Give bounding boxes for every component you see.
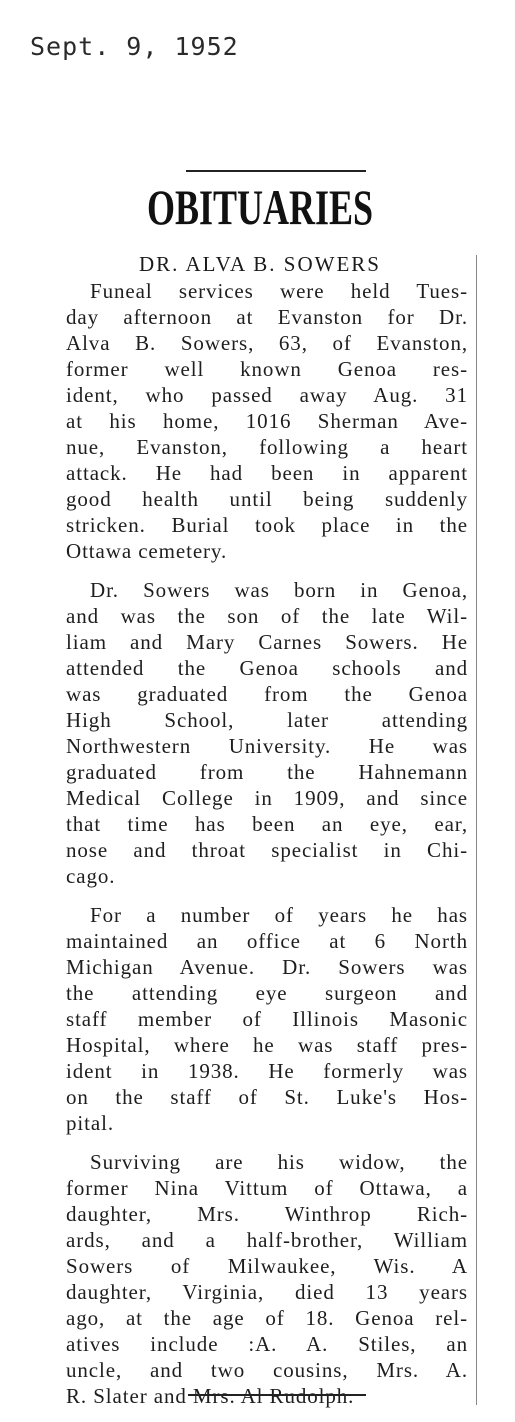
text-line: former well known Genoa res- [66,357,468,381]
text-line: Alva B. Sowers, 63, of Evanston, [66,331,468,355]
text-line: ards, and a half-brother, William [66,1228,468,1252]
text-line: For a number of years he has [90,903,468,927]
paragraph-2 [66,577,468,889]
text-line: cago. [66,864,116,888]
text-line: liam and Mary Carnes Sowers. He [66,630,468,654]
text-line: nue, Evanston, following a heart [66,435,468,459]
text-line: nose and throat specialist in Chi- [66,838,468,862]
text-line: Sowers of Milwaukee, Wis. A [66,1254,468,1278]
text-line: atives include :A. A. Stiles, an [66,1332,468,1356]
text-line: Ottawa cemetery. [66,539,228,563]
obituaries-headline: OBITUARIES [146,179,374,235]
text-line: staff member of Illinois Masonic [66,1007,468,1031]
text-line: on the staff of St. Luke's Hos- [66,1085,468,1109]
obituary-name-heading: DR. ALVA B. SOWERS [139,252,381,276]
text-line: daughter, Mrs. Winthrop Rich- [66,1202,468,1226]
text-line: uncle, and two cousins, Mrs. A. [66,1358,468,1382]
text-line: R. Slater and Mrs. Al Rudolph. [66,1384,355,1408]
text-line: good health until being suddenly [66,487,468,511]
text-line: Dr. Sowers was born in Genoa, [90,578,468,602]
text-line: Michigan Avenue. Dr. Sowers was [66,955,468,979]
text-line: attended the Genoa schools and [66,656,468,680]
text-line: Northwestern University. He was [66,734,468,758]
text-line: attack. He had been in apparent [66,461,468,485]
text-line: Surviving are his widow, the [90,1150,468,1174]
text-line: that time has been an eye, ear, [66,812,468,836]
text-line: day afternoon at Evanston for Dr. [66,305,468,329]
text-line: Hospital, where he was staff pres- [66,1033,468,1057]
text-line: former Nina Vittum of Ottawa, a [66,1176,468,1200]
text-line: ident, who passed away Aug. 31 [66,383,468,407]
text-line: pital. [66,1111,114,1135]
text-line: at his home, 1016 Sherman Ave- [66,409,468,433]
text-line: daughter, Virginia, died 13 years [66,1280,468,1304]
text-line: ident in 1938. He formerly was [66,1059,468,1083]
column-rule [476,255,477,1405]
paragraph-1 [66,278,468,564]
text-line: High School, later attending [66,708,468,732]
paragraph-3 [66,902,468,1136]
text-line: and was the son of the late Wil- [66,604,468,628]
text-line: the attending eye surgeon and [66,981,468,1005]
text-line: stricken. Burial took place in the [66,513,468,537]
handwritten-date: Sept. 9, 1952 [30,32,239,61]
text-line: Medical College in 1909, and since [66,786,468,810]
text-line: was graduated from the Genoa [66,682,468,706]
text-line: Funeal services were held Tues- [90,279,468,303]
text-line: maintained an office at 6 North [66,929,468,953]
text-line: graduated from the Hahnemann [66,760,468,784]
bottom-rule [188,1394,366,1396]
text-line: ago, at the age of 18. Genoa rel- [66,1306,468,1330]
paragraph-4 [66,1149,468,1409]
obituary-text-column [66,278,468,1422]
